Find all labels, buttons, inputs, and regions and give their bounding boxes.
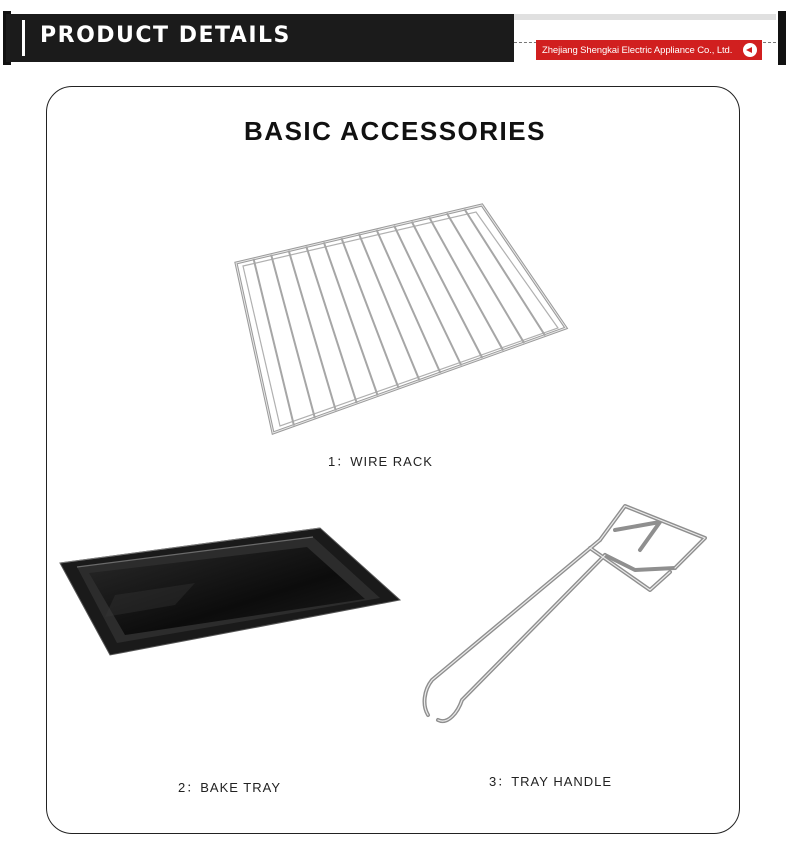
left-arrow-icon (743, 43, 757, 57)
rack-wire (429, 217, 503, 350)
header-accent-tick (22, 20, 25, 56)
rack-wire (306, 246, 356, 403)
rack-wire (464, 209, 545, 335)
wire-rack-image (232, 200, 572, 440)
accessory-label-tray-handle: 3：TRAY HANDLE (489, 774, 613, 789)
section-title: BASIC ACCESSORIES (244, 116, 546, 146)
company-name: Zhejiang Shengkai Electric Appliance Co., Ltd. (542, 44, 733, 56)
bake-tray-image (55, 525, 405, 660)
accessory-label-bake-tray: 2：BAKE TRAY (178, 780, 281, 795)
rack-wire (447, 213, 524, 343)
header-right-bar (778, 11, 786, 65)
accessory-label-wire-rack: 1：WIRE RACK (328, 454, 433, 469)
rack-wire (271, 255, 315, 418)
tray-handle-image (420, 500, 715, 730)
header-title: PRODUCT DETAILS (40, 23, 291, 48)
rack-wire (289, 251, 336, 411)
company-badge (536, 40, 762, 60)
header-grey-strip (514, 14, 776, 20)
